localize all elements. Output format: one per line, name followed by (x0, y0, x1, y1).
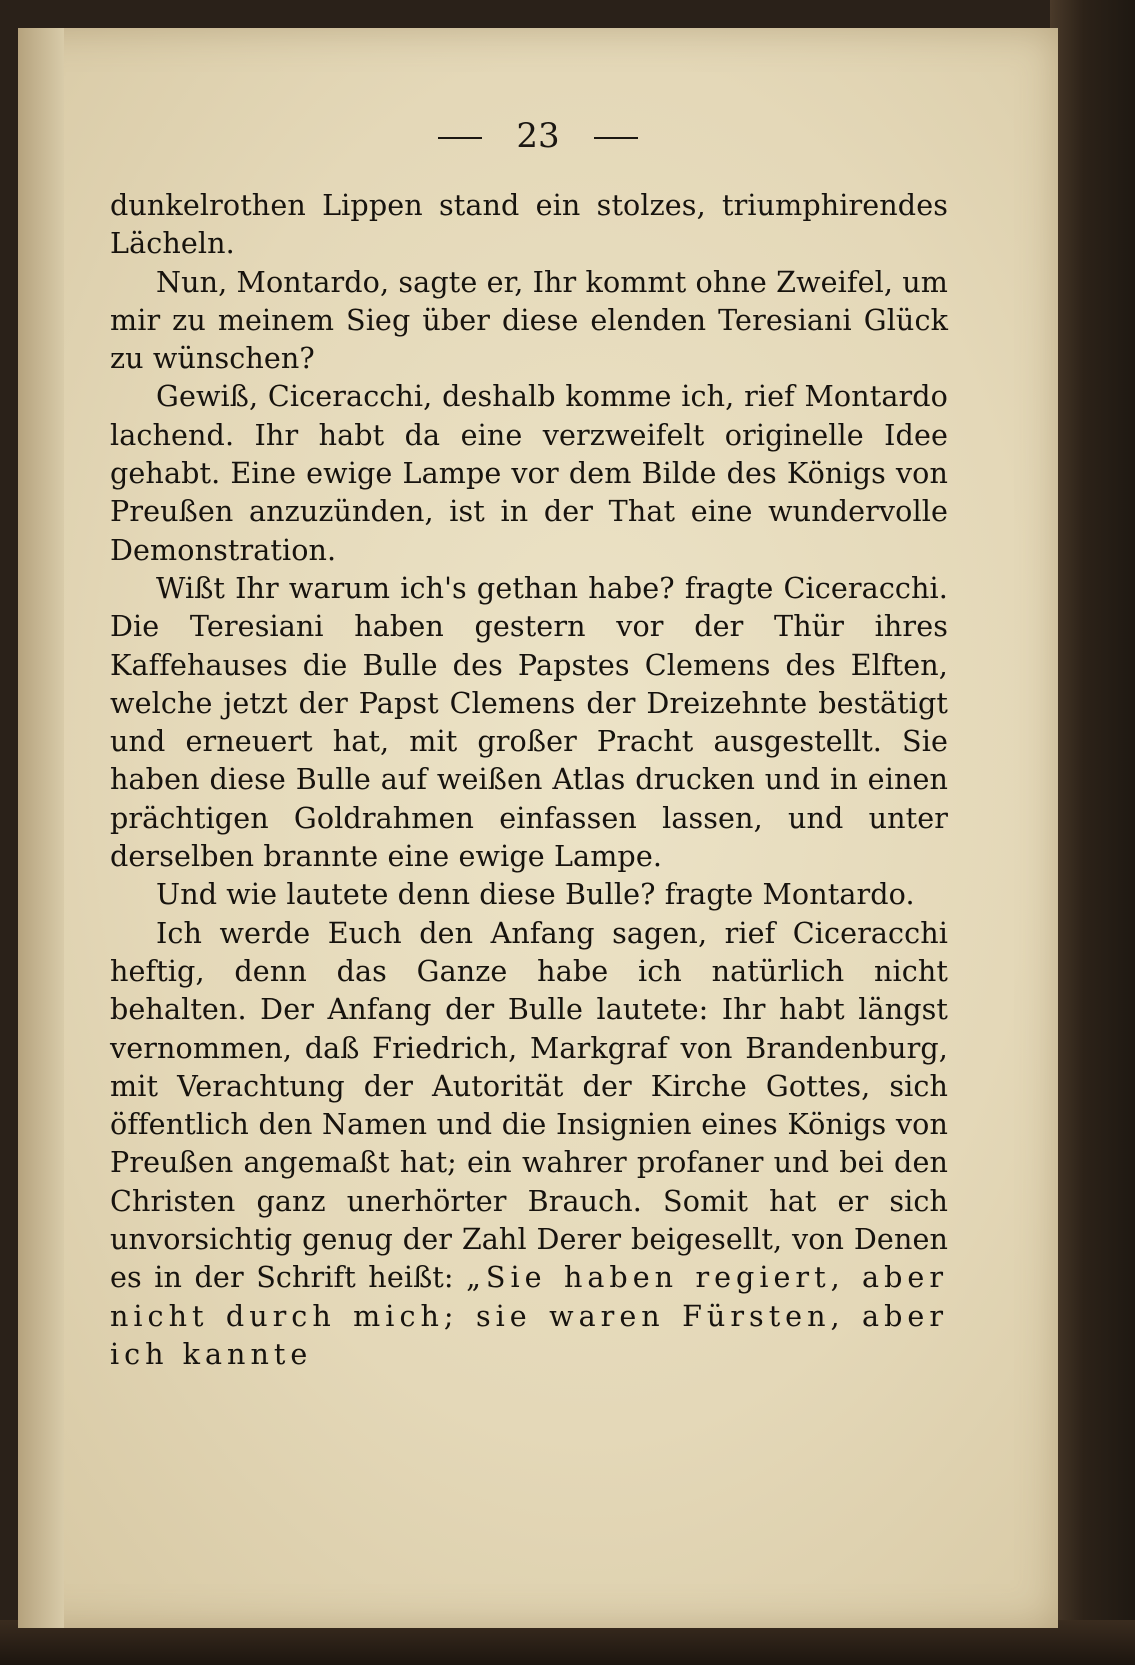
page-gutter (18, 28, 64, 1628)
book-cover-edge (1050, 0, 1135, 1665)
paragraph: Und wie lautete denn diese Bulle? fragte Montardo. (156, 877, 915, 912)
paragraph: Gewiß, Ciceracchi, deshalb komme ich, rief Montardo lachend. Ihr habt da eine verzweifelt originelle Idee gehabt. Eine ewige Lampe vor dem Bilde des Königs von Preußen anzuzünden, ist in der That eine wundervolle Demonstration. (110, 379, 948, 567)
body-text (110, 186, 948, 1373)
book-page (18, 28, 1058, 1628)
paragraph (110, 914, 948, 1374)
header-dash-left (438, 137, 482, 139)
header-dash-right (594, 137, 638, 139)
page-header (18, 116, 1058, 166)
paragraph: Wißt Ihr warum ich's gethan habe? fragte Ciceracchi. Die Teresiani haben gestern vor der Thür ihres Kaffehauses die Bulle des Papstes Clemens des Elften, welche jetzt der Papst Clemens der Dreizehnte bestätigt und erneuert hat, mit großer Pracht ausgestellt. Sie haben diese Bulle auf weißen Atlas drucken und in einen prächtigen Goldrahmen einfassen lassen, und unter derselben brannte eine ewige Lampe. (110, 570, 948, 874)
paragraph-text: Ich werde Euch den Anfang sagen, rief Ciceracchi heftig, denn das Ganze habe ich natürlich nicht behalten. Der Anfang der Bulle lautete: Ihr habt längst vernommen, daß Friedrich, Markgraf von Brandenburg, mit Verachtung der Autorität der Kirche Gottes, sich öffentlich den Namen und die Insignien eines Königs von Preußen angemaßt hat; ein wahrer profaner und bei den Christen ganz unerhörter Brauch. Somit hat er sich unvorsichtig genug der Zahl Derer beigesellt, von Denen es in der Schrift heißt: (110, 915, 948, 1295)
paragraph: Nun, Montardo, sagte er, Ihr kommt ohne Zweifel, um mir zu meinem Sieg über diese elenden Teresiani Glück zu wünschen? (110, 264, 948, 376)
paragraph: dunkelrothen Lippen stand ein stolzes, triumphirendes Lächeln. (110, 188, 948, 261)
scripture-quote: „Sie haben regiert, aber nicht durch mich; sie waren Fürsten, aber ich kannte (110, 1260, 948, 1371)
page-number: 23 (516, 116, 560, 156)
